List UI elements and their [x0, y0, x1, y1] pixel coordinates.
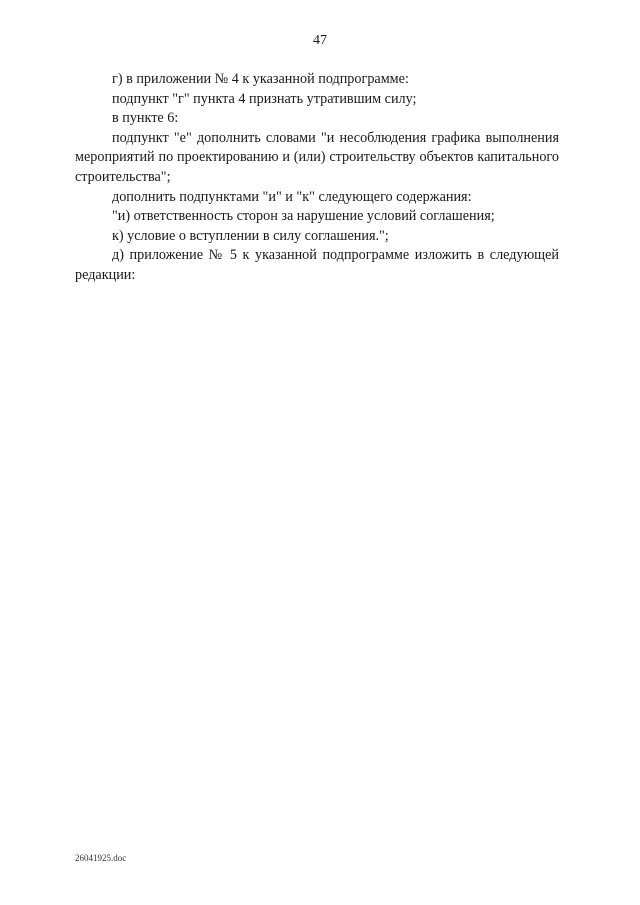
paragraph-subitem-i: "и) ответственность сторон за нарушение условий соглашения;	[112, 208, 495, 225]
paragraph-annex-5: д) приложение № 5 к указанной подпрограмме изложить в следующей редакции:	[75, 247, 559, 283]
document-file-id: 26041925.doc	[75, 853, 127, 863]
paragraph-subitem-k: к) условие о вступлении в силу соглашения.";	[112, 227, 389, 244]
page-number: 47	[313, 33, 327, 48]
document-body	[75, 70, 559, 286]
paragraph-add-subitems: дополнить подпунктами "и" и "к" следующего содержания:	[112, 188, 472, 205]
paragraph-subitem-g: подпункт "г" пункта 4 признать утратившим силу;	[112, 90, 417, 107]
paragraph-item-6: в пункте 6:	[112, 110, 179, 127]
paragraph-annex-4: г) в приложении № 4 к указанной подпрограмме:	[112, 71, 409, 87]
paragraph-subitem-e: подпункт "е" дополнить словами "и несоблюдения графика выполнения мероприятий по проектированию и (или) строительству объектов капитального строительства";	[75, 129, 559, 185]
